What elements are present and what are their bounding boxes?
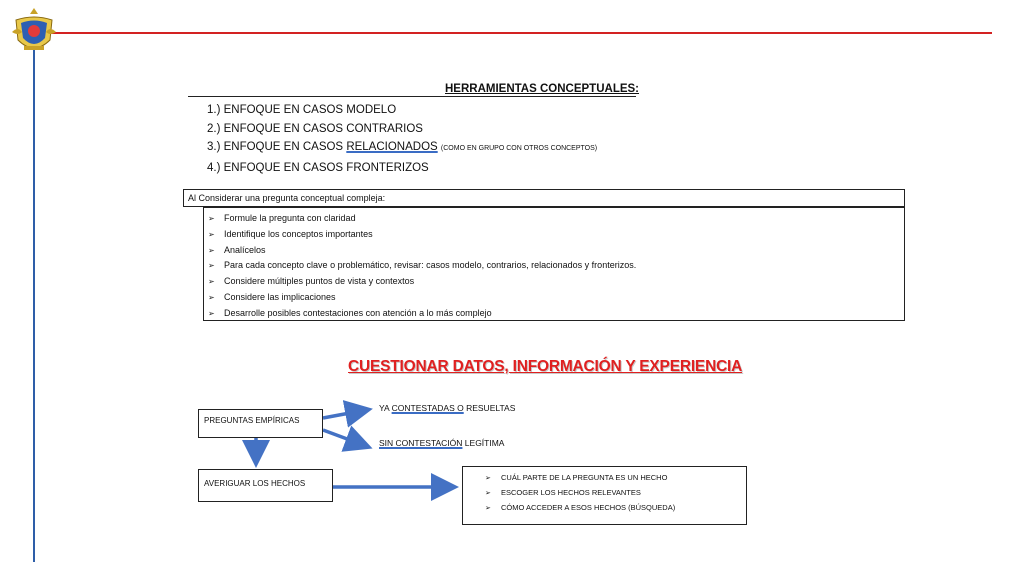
arrow-bullet-icon: ➢	[485, 475, 491, 482]
tool-item-2: 2.) ENFOQUE EN CASOS CONTRARIOS	[207, 122, 423, 135]
arrow-bullet-icon: ➢	[485, 505, 491, 512]
step-item: ➢ Considere múltiples puntos de vista y contextos	[208, 274, 904, 290]
question-box-header: Al Considerar una pregunta conceptual compleja:	[183, 189, 905, 207]
answered-label: YA CONTESTADAS O RESUELTAS	[379, 403, 516, 413]
arrow-bullet-icon: ➢	[208, 214, 215, 223]
arrow-bullet-icon: ➢	[485, 490, 491, 497]
step-item: ➢ Analícelos	[208, 243, 904, 259]
step-item: ➢ Para cada concepto clave o problemático, revisar: casos modelo, contrarios, relacionados y fronterizos.	[208, 258, 904, 274]
fact-steps-box	[462, 466, 747, 525]
arrow-to-answered	[323, 410, 366, 418]
arrow-to-unanswered	[323, 430, 366, 446]
arrow-bullet-icon: ➢	[208, 245, 215, 255]
arrow-bullet-icon: ➢	[208, 277, 215, 287]
tool-item-1: 1.) ENFOQUE EN CASOS MODELO	[207, 104, 397, 116]
tool-item-4: 4.) ENFOQUE EN CASOS FRONTERIZOS	[207, 161, 429, 174]
section-heading: CUESTIONAR DATOS, INFORMACIÓN Y EXPERIENCIA	[348, 358, 743, 375]
tool-item-3: 3.) ENFOQUE EN CASOS RELACIONADOS (COMO EN GRUPO CON OTROS CONCEPTOS)	[207, 141, 598, 153]
fact-item: ➢ ESCOGER LOS HECHOS RELEVANTES	[485, 486, 746, 501]
arrow-bullet-icon: ➢	[208, 229, 215, 239]
fact-item: ➢ CUÁL PARTE DE LA PREGUNTA ES UN HECHO	[485, 471, 746, 486]
find-facts-box: AVERIGUAR LOS HECHOS	[198, 469, 333, 502]
arrow-bullet-icon: ➢	[208, 261, 215, 271]
underlined-word: RELACIONADOS	[346, 141, 438, 153]
fact-item: ➢ CÓMO ACCEDER A ESOS HECHOS (BÚSQUEDA)	[485, 501, 746, 516]
tools-title: HERRAMIENTAS CONCEPTUALES:	[445, 83, 640, 95]
step-item: ➢ Considere las implicaciones	[208, 290, 904, 306]
arrow-bullet-icon: ➢	[208, 292, 215, 302]
arrow-bullet-icon: ➢	[208, 308, 215, 318]
step-item: ➢ Desarrolle posibles contestaciones con atención a lo más complejo	[208, 306, 904, 322]
step-item: ➢ Formule la pregunta con claridad	[208, 211, 904, 227]
tool-note: (COMO EN GRUPO CON OTROS CONCEPTOS)	[440, 145, 598, 152]
empirical-questions-box: PREGUNTAS EMPÍRICAS	[198, 409, 323, 438]
unanswered-label: SIN CONTESTACIÓN LEGÍTIMA	[379, 438, 505, 448]
step-item: ➢ Identifique los conceptos importantes	[208, 227, 904, 243]
